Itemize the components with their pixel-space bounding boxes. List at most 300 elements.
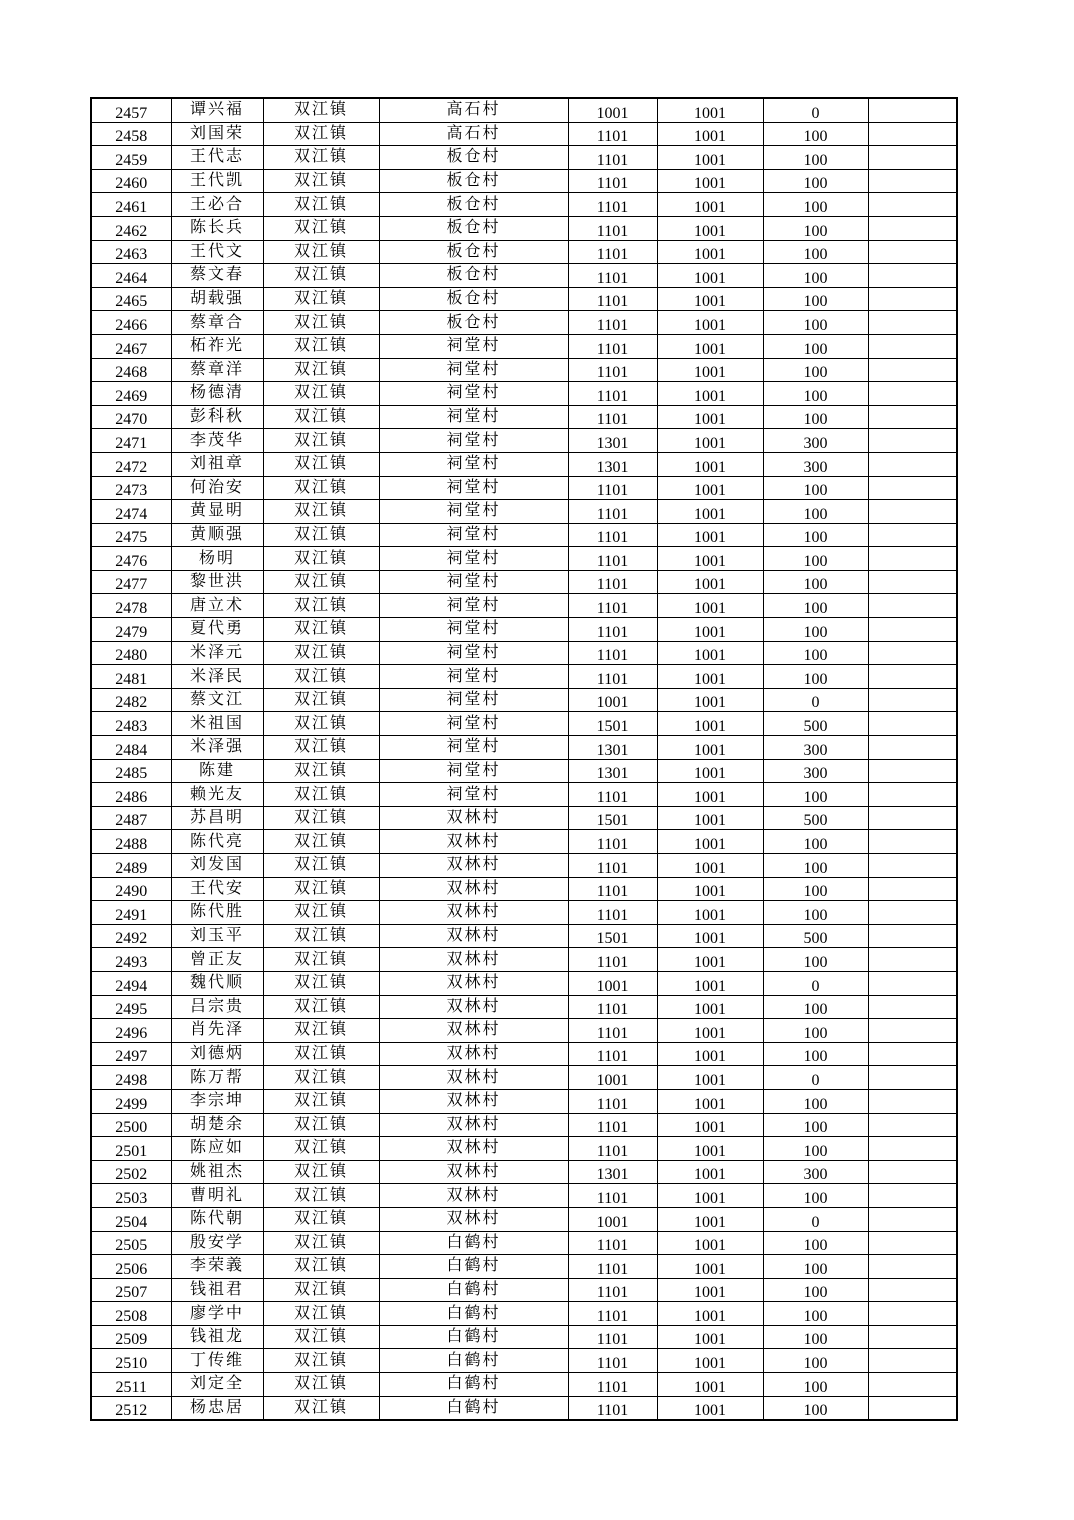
- town-cell: 双江镇: [263, 1325, 379, 1349]
- town-cell: 双江镇: [263, 382, 379, 406]
- remark-cell: [868, 1278, 957, 1302]
- row-number-cell: 2483: [91, 712, 171, 736]
- name-cell: 柘祚光: [171, 334, 263, 358]
- amount-cell: 300: [763, 429, 868, 453]
- remark-cell: [868, 901, 957, 925]
- value-b-cell: 1001: [657, 1349, 763, 1373]
- town-cell: 双江镇: [263, 1255, 379, 1279]
- remark-cell: [868, 1113, 957, 1137]
- value-b-cell: 1001: [657, 1278, 763, 1302]
- amount-cell: 0: [763, 1207, 868, 1231]
- village-cell: 祠堂村: [379, 759, 568, 783]
- value-a-cell: 1101: [568, 169, 657, 193]
- value-b-cell: 1001: [657, 287, 763, 311]
- remark-cell: [868, 783, 957, 807]
- table-row: [91, 594, 957, 618]
- remark-cell: [868, 806, 957, 830]
- amount-cell: 100: [763, 1349, 868, 1373]
- name-cell: 黄顺强: [171, 523, 263, 547]
- table-row: [91, 1373, 957, 1397]
- value-b-cell: 1001: [657, 948, 763, 972]
- amount-cell: 100: [763, 570, 868, 594]
- remark-cell: [868, 122, 957, 146]
- town-cell: 双江镇: [263, 806, 379, 830]
- value-a-cell: 1101: [568, 1255, 657, 1279]
- row-number-cell: 2497: [91, 1042, 171, 1066]
- remark-cell: [868, 618, 957, 642]
- town-cell: 双江镇: [263, 570, 379, 594]
- value-b-cell: 1001: [657, 358, 763, 382]
- amount-cell: 100: [763, 216, 868, 240]
- town-cell: 双江镇: [263, 995, 379, 1019]
- row-number-cell: 2476: [91, 547, 171, 571]
- town-cell: 双江镇: [263, 405, 379, 429]
- row-number-cell: 2463: [91, 240, 171, 264]
- village-cell: 祠堂村: [379, 665, 568, 689]
- remark-cell: [868, 948, 957, 972]
- value-a-cell: 1001: [568, 1066, 657, 1090]
- value-b-cell: 1001: [657, 1019, 763, 1043]
- table-row: [91, 287, 957, 311]
- remark-cell: [868, 971, 957, 995]
- town-cell: 双江镇: [263, 169, 379, 193]
- row-number-cell: 2503: [91, 1184, 171, 1208]
- remark-cell: [868, 382, 957, 406]
- value-a-cell: 1101: [568, 1396, 657, 1420]
- value-a-cell: 1501: [568, 806, 657, 830]
- value-a-cell: 1301: [568, 736, 657, 760]
- table-row: [91, 452, 957, 476]
- value-b-cell: 1001: [657, 500, 763, 524]
- amount-cell: 100: [763, 1396, 868, 1420]
- row-number-cell: 2481: [91, 665, 171, 689]
- value-b-cell: 1001: [657, 1066, 763, 1090]
- village-cell: 祠堂村: [379, 736, 568, 760]
- row-number-cell: 2461: [91, 193, 171, 217]
- value-a-cell: 1101: [568, 216, 657, 240]
- village-cell: 祠堂村: [379, 405, 568, 429]
- name-cell: 王代安: [171, 877, 263, 901]
- village-cell: 双林村: [379, 1066, 568, 1090]
- village-cell: 白鹤村: [379, 1278, 568, 1302]
- value-b-cell: 1001: [657, 712, 763, 736]
- table-row: [91, 665, 957, 689]
- table-row: [91, 1278, 957, 1302]
- town-cell: 双江镇: [263, 1349, 379, 1373]
- table-row: [91, 358, 957, 382]
- town-cell: 双江镇: [263, 264, 379, 288]
- town-cell: 双江镇: [263, 1373, 379, 1397]
- table-row: [91, 736, 957, 760]
- amount-cell: 300: [763, 736, 868, 760]
- value-b-cell: 1001: [657, 1373, 763, 1397]
- amount-cell: 300: [763, 1160, 868, 1184]
- value-a-cell: 1001: [568, 971, 657, 995]
- village-cell: 白鹤村: [379, 1373, 568, 1397]
- row-number-cell: 2501: [91, 1137, 171, 1161]
- table-row: [91, 122, 957, 146]
- town-cell: 双江镇: [263, 98, 379, 122]
- value-b-cell: 1001: [657, 924, 763, 948]
- amount-cell: 100: [763, 240, 868, 264]
- amount-cell: 100: [763, 287, 868, 311]
- value-b-cell: 1001: [657, 736, 763, 760]
- value-a-cell: 1101: [568, 641, 657, 665]
- value-a-cell: 1101: [568, 193, 657, 217]
- value-a-cell: 1101: [568, 1089, 657, 1113]
- table-row: [91, 971, 957, 995]
- village-cell: 双林村: [379, 854, 568, 878]
- remark-cell: [868, 1373, 957, 1397]
- remark-cell: [868, 1255, 957, 1279]
- amount-cell: 100: [763, 830, 868, 854]
- town-cell: 双江镇: [263, 641, 379, 665]
- remark-cell: [868, 1137, 957, 1161]
- row-number-cell: 2459: [91, 146, 171, 170]
- remark-cell: [868, 594, 957, 618]
- amount-cell: 100: [763, 358, 868, 382]
- amount-cell: 100: [763, 665, 868, 689]
- value-b-cell: 1001: [657, 264, 763, 288]
- village-cell: 祠堂村: [379, 429, 568, 453]
- amount-cell: 100: [763, 311, 868, 335]
- town-cell: 双江镇: [263, 452, 379, 476]
- row-number-cell: 2478: [91, 594, 171, 618]
- value-a-cell: 1101: [568, 1278, 657, 1302]
- table-row: [91, 1396, 957, 1420]
- village-cell: 祠堂村: [379, 358, 568, 382]
- row-number-cell: 2505: [91, 1231, 171, 1255]
- name-cell: 王代志: [171, 146, 263, 170]
- village-cell: 双林村: [379, 948, 568, 972]
- value-b-cell: 1001: [657, 429, 763, 453]
- table-row: [91, 405, 957, 429]
- row-number-cell: 2480: [91, 641, 171, 665]
- value-a-cell: 1101: [568, 995, 657, 1019]
- row-number-cell: 2479: [91, 618, 171, 642]
- remark-cell: [868, 264, 957, 288]
- village-cell: 双林村: [379, 830, 568, 854]
- remark-cell: [868, 358, 957, 382]
- value-b-cell: 1001: [657, 641, 763, 665]
- value-b-cell: 1001: [657, 783, 763, 807]
- row-number-cell: 2491: [91, 901, 171, 925]
- value-a-cell: 1101: [568, 476, 657, 500]
- table-row: [91, 948, 957, 972]
- town-cell: 双江镇: [263, 216, 379, 240]
- village-cell: 祠堂村: [379, 783, 568, 807]
- table-row: [91, 901, 957, 925]
- value-b-cell: 1001: [657, 570, 763, 594]
- remark-cell: [868, 98, 957, 122]
- value-a-cell: 1101: [568, 358, 657, 382]
- name-cell: 曾正友: [171, 948, 263, 972]
- town-cell: 双江镇: [263, 429, 379, 453]
- amount-cell: 500: [763, 712, 868, 736]
- amount-cell: 0: [763, 688, 868, 712]
- amount-cell: 100: [763, 1255, 868, 1279]
- value-a-cell: 1101: [568, 783, 657, 807]
- village-cell: 祠堂村: [379, 712, 568, 736]
- remark-cell: [868, 641, 957, 665]
- village-cell: 双林村: [379, 1160, 568, 1184]
- name-cell: 刘玉平: [171, 924, 263, 948]
- name-cell: 杨忠居: [171, 1396, 263, 1420]
- table-row: [91, 547, 957, 571]
- amount-cell: 100: [763, 1278, 868, 1302]
- name-cell: 钱祖龙: [171, 1325, 263, 1349]
- value-a-cell: 1101: [568, 382, 657, 406]
- row-number-cell: 2512: [91, 1396, 171, 1420]
- table-row: [91, 783, 957, 807]
- value-b-cell: 1001: [657, 1255, 763, 1279]
- village-cell: 祠堂村: [379, 500, 568, 524]
- row-number-cell: 2473: [91, 476, 171, 500]
- row-number-cell: 2490: [91, 877, 171, 901]
- table-row: [91, 688, 957, 712]
- value-b-cell: 1001: [657, 1325, 763, 1349]
- village-cell: 板仓村: [379, 216, 568, 240]
- row-number-cell: 2460: [91, 169, 171, 193]
- name-cell: 刘国荣: [171, 122, 263, 146]
- table-row: [91, 1207, 957, 1231]
- town-cell: 双江镇: [263, 1089, 379, 1113]
- value-a-cell: 1101: [568, 1349, 657, 1373]
- remark-cell: [868, 854, 957, 878]
- amount-cell: 300: [763, 759, 868, 783]
- amount-cell: 100: [763, 1373, 868, 1397]
- value-b-cell: 1001: [657, 1396, 763, 1420]
- town-cell: 双江镇: [263, 854, 379, 878]
- value-b-cell: 1001: [657, 334, 763, 358]
- value-a-cell: 1001: [568, 688, 657, 712]
- value-a-cell: 1101: [568, 1302, 657, 1326]
- town-cell: 双江镇: [263, 1231, 379, 1255]
- amount-cell: 100: [763, 1089, 868, 1113]
- name-cell: 胡楚余: [171, 1113, 263, 1137]
- row-number-cell: 2465: [91, 287, 171, 311]
- village-cell: 板仓村: [379, 240, 568, 264]
- amount-cell: 100: [763, 193, 868, 217]
- value-a-cell: 1001: [568, 1207, 657, 1231]
- table-row: [91, 854, 957, 878]
- town-cell: 双江镇: [263, 877, 379, 901]
- name-cell: 彭科秋: [171, 405, 263, 429]
- value-b-cell: 1001: [657, 901, 763, 925]
- town-cell: 双江镇: [263, 1302, 379, 1326]
- value-b-cell: 1001: [657, 452, 763, 476]
- value-b-cell: 1001: [657, 523, 763, 547]
- village-cell: 双林村: [379, 901, 568, 925]
- village-cell: 祠堂村: [379, 618, 568, 642]
- remark-cell: [868, 736, 957, 760]
- row-number-cell: 2489: [91, 854, 171, 878]
- table-row: [91, 146, 957, 170]
- remark-cell: [868, 1089, 957, 1113]
- town-cell: 双江镇: [263, 193, 379, 217]
- village-cell: 板仓村: [379, 169, 568, 193]
- row-number-cell: 2506: [91, 1255, 171, 1279]
- village-cell: 双林村: [379, 1137, 568, 1161]
- value-b-cell: 1001: [657, 1160, 763, 1184]
- row-number-cell: 2469: [91, 382, 171, 406]
- remark-cell: [868, 452, 957, 476]
- amount-cell: 100: [763, 995, 868, 1019]
- row-number-cell: 2502: [91, 1160, 171, 1184]
- name-cell: 蔡文春: [171, 264, 263, 288]
- table-row: [91, 240, 957, 264]
- row-number-cell: 2477: [91, 570, 171, 594]
- remark-cell: [868, 193, 957, 217]
- table-row: [91, 334, 957, 358]
- value-b-cell: 1001: [657, 1089, 763, 1113]
- table-row: [91, 759, 957, 783]
- remark-cell: [868, 665, 957, 689]
- value-a-cell: 1101: [568, 594, 657, 618]
- value-b-cell: 1001: [657, 1042, 763, 1066]
- value-b-cell: 1001: [657, 122, 763, 146]
- remark-cell: [868, 240, 957, 264]
- town-cell: 双江镇: [263, 1160, 379, 1184]
- town-cell: 双江镇: [263, 1066, 379, 1090]
- name-cell: 米泽强: [171, 736, 263, 760]
- amount-cell: 100: [763, 1137, 868, 1161]
- table-row: [91, 1349, 957, 1373]
- amount-cell: 100: [763, 901, 868, 925]
- remark-cell: [868, 1207, 957, 1231]
- amount-cell: 100: [763, 476, 868, 500]
- village-cell: 祠堂村: [379, 641, 568, 665]
- value-b-cell: 1001: [657, 877, 763, 901]
- table-row: [91, 523, 957, 547]
- table-row: [91, 1137, 957, 1161]
- town-cell: 双江镇: [263, 146, 379, 170]
- name-cell: 陈建: [171, 759, 263, 783]
- town-cell: 双江镇: [263, 783, 379, 807]
- remark-cell: [868, 1042, 957, 1066]
- name-cell: 魏代顺: [171, 971, 263, 995]
- value-b-cell: 1001: [657, 971, 763, 995]
- table-row: [91, 806, 957, 830]
- value-a-cell: 1101: [568, 146, 657, 170]
- value-b-cell: 1001: [657, 240, 763, 264]
- village-cell: 双林村: [379, 971, 568, 995]
- row-number-cell: 2511: [91, 1373, 171, 1397]
- table-row: [91, 995, 957, 1019]
- village-cell: 板仓村: [379, 193, 568, 217]
- table-row: [91, 1255, 957, 1279]
- town-cell: 双江镇: [263, 665, 379, 689]
- name-cell: 陈代亮: [171, 830, 263, 854]
- amount-cell: 100: [763, 854, 868, 878]
- town-cell: 双江镇: [263, 1113, 379, 1137]
- town-cell: 双江镇: [263, 1019, 379, 1043]
- table-row: [91, 712, 957, 736]
- table-row: [91, 429, 957, 453]
- table-row: [91, 1160, 957, 1184]
- village-cell: 板仓村: [379, 287, 568, 311]
- value-a-cell: 1101: [568, 264, 657, 288]
- town-cell: 双江镇: [263, 358, 379, 382]
- remark-cell: [868, 688, 957, 712]
- amount-cell: 100: [763, 547, 868, 571]
- name-cell: 李宗坤: [171, 1089, 263, 1113]
- town-cell: 双江镇: [263, 1396, 379, 1420]
- name-cell: 丁传维: [171, 1349, 263, 1373]
- value-a-cell: 1101: [568, 830, 657, 854]
- name-cell: 蔡章合: [171, 311, 263, 335]
- town-cell: 双江镇: [263, 971, 379, 995]
- town-cell: 双江镇: [263, 1137, 379, 1161]
- value-a-cell: 1101: [568, 618, 657, 642]
- value-a-cell: 1101: [568, 405, 657, 429]
- town-cell: 双江镇: [263, 688, 379, 712]
- village-cell: 板仓村: [379, 264, 568, 288]
- name-cell: 李荣義: [171, 1255, 263, 1279]
- row-number-cell: 2482: [91, 688, 171, 712]
- amount-cell: 300: [763, 452, 868, 476]
- town-cell: 双江镇: [263, 240, 379, 264]
- amount-cell: 100: [763, 334, 868, 358]
- town-cell: 双江镇: [263, 901, 379, 925]
- remark-cell: [868, 523, 957, 547]
- town-cell: 双江镇: [263, 924, 379, 948]
- row-number-cell: 2468: [91, 358, 171, 382]
- table-row: [91, 570, 957, 594]
- value-a-cell: 1101: [568, 1137, 657, 1161]
- table-row: [91, 98, 957, 122]
- amount-cell: 100: [763, 783, 868, 807]
- name-cell: 肖先泽: [171, 1019, 263, 1043]
- remark-cell: [868, 1160, 957, 1184]
- amount-cell: 100: [763, 1231, 868, 1255]
- town-cell: 双江镇: [263, 547, 379, 571]
- town-cell: 双江镇: [263, 311, 379, 335]
- amount-cell: 100: [763, 1325, 868, 1349]
- village-cell: 双林村: [379, 1184, 568, 1208]
- name-cell: 陈代胜: [171, 901, 263, 925]
- remark-cell: [868, 1302, 957, 1326]
- row-number-cell: 2500: [91, 1113, 171, 1137]
- amount-cell: 100: [763, 500, 868, 524]
- amount-cell: 100: [763, 594, 868, 618]
- village-cell: 祠堂村: [379, 382, 568, 406]
- value-a-cell: 1101: [568, 854, 657, 878]
- amount-cell: 100: [763, 146, 868, 170]
- table-row: [91, 1184, 957, 1208]
- name-cell: 蔡章洋: [171, 358, 263, 382]
- name-cell: 曹明礼: [171, 1184, 263, 1208]
- name-cell: 陈长兵: [171, 216, 263, 240]
- value-a-cell: 1101: [568, 901, 657, 925]
- amount-cell: 100: [763, 1113, 868, 1137]
- name-cell: 陈代朝: [171, 1207, 263, 1231]
- remark-cell: [868, 1396, 957, 1420]
- row-number-cell: 2474: [91, 500, 171, 524]
- village-cell: 白鹤村: [379, 1349, 568, 1373]
- village-cell: 祠堂村: [379, 452, 568, 476]
- row-number-cell: 2504: [91, 1207, 171, 1231]
- village-cell: 双林村: [379, 1113, 568, 1137]
- table-row: [91, 169, 957, 193]
- value-b-cell: 1001: [657, 382, 763, 406]
- value-b-cell: 1001: [657, 830, 763, 854]
- value-a-cell: 1301: [568, 759, 657, 783]
- value-a-cell: 1501: [568, 924, 657, 948]
- remark-cell: [868, 429, 957, 453]
- amount-cell: 100: [763, 1184, 868, 1208]
- value-b-cell: 1001: [657, 311, 763, 335]
